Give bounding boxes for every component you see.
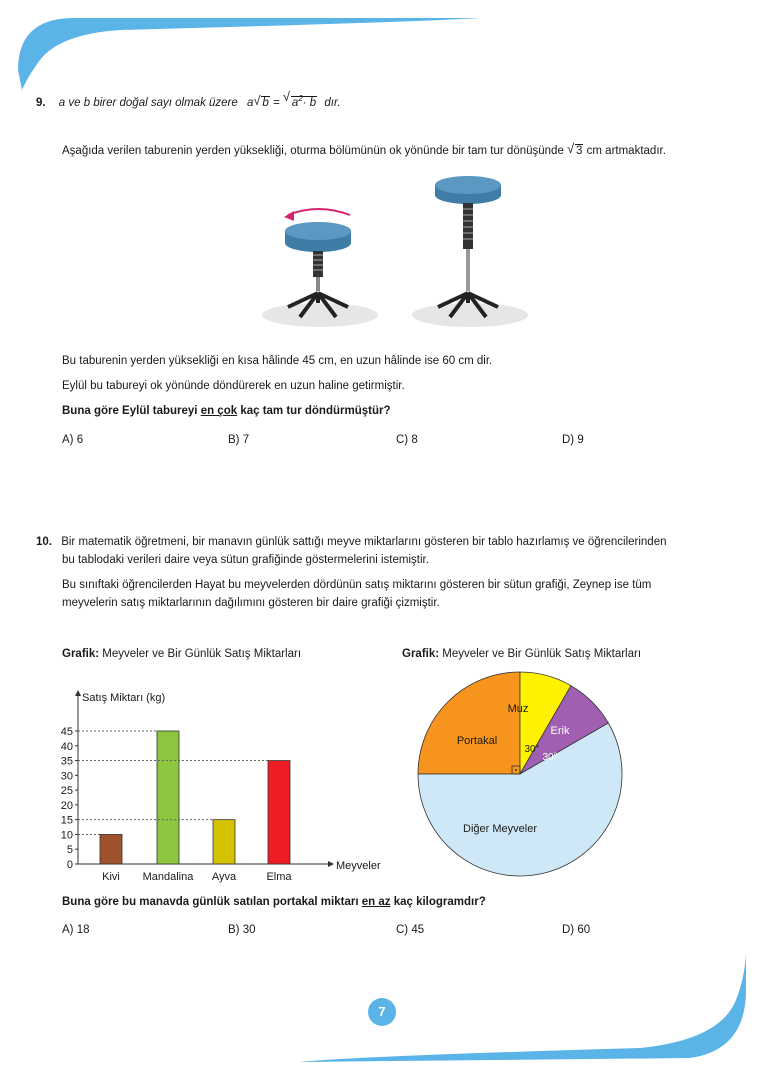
q10-option-d[interactable]: D) 60 [562,924,591,936]
q9-number: 9. [36,96,46,109]
pie-label: Portakal [456,735,498,747]
y-tick-label: 35 [60,755,73,768]
x-axis-label: Meyveler [336,860,381,872]
q10-paragraph-2b: meyvelerin satış miktarlarının dağılımını gösteren bir daire grafiği çizmiştir. [62,597,440,609]
q9-option-b[interactable]: B) 7 [228,434,250,446]
q10-paragraph-1: 10. Bir matematik öğretmeni, bir manavın günlük sattığı meyve miktarlarını gösteren bir tablo hazırlamış ve öğrencilerinden [36,536,667,548]
bar-chart-caption: Grafik: Meyveler ve Bir Günlük Satış Miktarları [62,648,302,660]
short-stool-icon [284,209,351,317]
y-tick-label: 20 [60,799,73,812]
bar-mandalina [157,731,179,864]
angle-label: 30° [524,744,540,755]
y-tick-label: 0 [66,859,73,871]
y-tick-label: 15 [60,814,73,827]
pie-label: Diğer Meyveler [463,823,537,835]
q10-paragraph-1b: bu tablodaki verileri daire veya sütun grafiğinde göstermelerini istemiştir. [62,554,429,566]
y-tick-label: 5 [66,844,73,857]
pie-chart-caption: Grafik: Meyveler ve Bir Günlük Satış Miktarları [402,648,642,660]
y-tick-label: 40 [60,740,73,753]
y-tick-label: 30 [60,770,73,783]
q10-paragraph-2: Bu sınıftaki öğrencilerden Hayat bu meyvelerden dördünün satış miktarını gösteren bir sütun grafiği, Zeynep ise tüm [62,579,652,591]
pie-slice-0 [418,672,520,774]
bar-elma [268,761,290,864]
y-axis-label: Satış Miktarı (kg) [82,692,166,704]
y-tick-label: 45 [60,726,73,738]
q9-info-1: Bu taburenin yerden yüksekliği en kısa hâlinde 45 cm, en uzun hâlinde ise 60 cm dir. [62,355,493,367]
q10-option-a[interactable]: A) 18 [62,924,90,936]
q10-number: 10. [36,536,52,548]
q9-option-c[interactable]: C) 8 [396,434,418,446]
pie-label: Muz [507,703,529,715]
x-tick-label: Ayva [211,871,237,883]
q9-info-2: Eylül bu tabureyi ok yönünde döndürerek en uzun haline getirmiştir. [62,380,405,392]
pie-label: Erik [550,725,570,737]
right-angle-dot [515,769,517,771]
q9-option-a[interactable]: A) 6 [62,434,84,446]
q10-option-b[interactable]: B) 30 [228,924,256,936]
q9-option-d[interactable]: D) 9 [562,434,584,446]
page-number-badge [368,998,396,1026]
pie-chart [410,668,630,888]
angle-label: 30° [542,752,558,763]
x-tick-label: Kivi [102,871,120,883]
q9-question: Buna göre Eylül tabureyi en çok kaç tam tur döndürmüştür? [62,405,391,417]
y-tick-label: 25 [60,785,73,798]
q9-statement: 9. a ve b birer doğal sayı olmak üzere a √ b = √ $a^2\cdot b$ dır. [36,89,341,109]
y-tick-label: 10 [60,829,73,842]
stool-illustration [260,175,540,335]
bar-kivi [100,834,122,864]
tall-stool-icon [435,176,501,317]
q10-question: Buna göre bu manavda günlük satılan portakal miktarı en az kaç kilogramdır? [62,896,486,908]
page-number: 7 [378,1004,386,1019]
x-axis-arrow-icon [328,861,334,867]
y-axis-arrow-icon [75,690,81,696]
x-tick-label: Elma [266,871,292,883]
q9-description: Aşağıda verilen taburenin yerden yüksekliği, oturma bölümünün ok yönünde bir tam tur dönüşünde √ 3 cm artmaktadır. [62,141,666,157]
x-tick-label: Mandalina [142,871,194,883]
bar-chart [50,686,381,886]
bar-ayva [213,820,235,864]
q10-option-c[interactable]: C) 45 [396,924,425,936]
